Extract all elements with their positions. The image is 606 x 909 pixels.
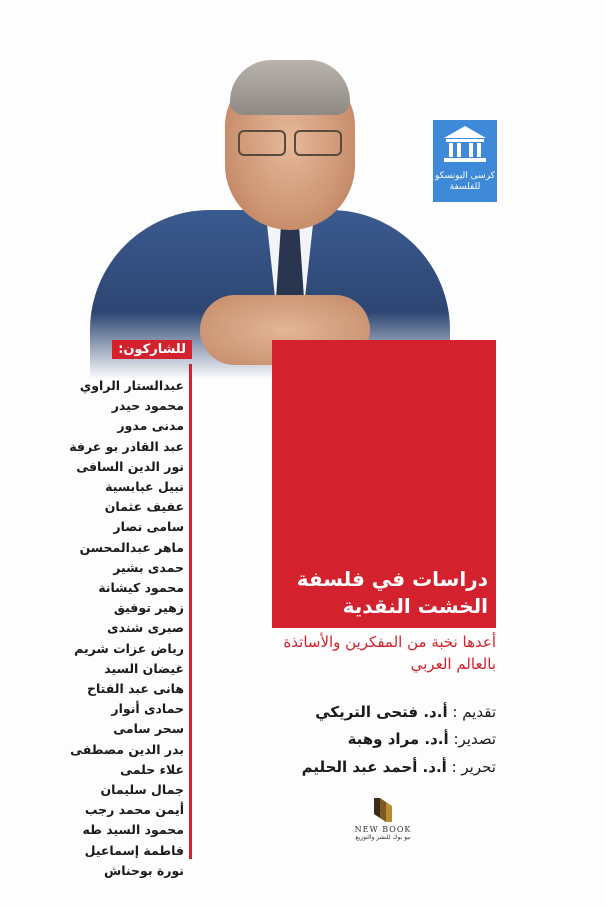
- credit-foreword-role: تصدير:: [453, 730, 496, 748]
- unesco-label-2: للفلسفة: [449, 182, 481, 192]
- title-box: [272, 340, 496, 628]
- participant-name: حمادى أنوار: [111, 701, 184, 717]
- publisher-name: NEW BOOK: [354, 825, 412, 834]
- photo-hair: [230, 60, 350, 115]
- unesco-badge: [433, 120, 497, 202]
- credit-editor-name: أ.د. أحمد عبد الحليم: [301, 758, 447, 776]
- participant-name: سامى نصار: [113, 519, 184, 535]
- unesco-label: كرسى اليونسكو: [435, 171, 495, 181]
- participant-name: نورة بوحناش: [103, 862, 184, 878]
- credit-intro-name: أ.د. فتحى التريكي: [315, 703, 448, 721]
- book-title-line2: الخشت النقدية: [342, 594, 488, 618]
- participants-section: [69, 340, 192, 878]
- book-title-line1: دراسات في فلسفة: [296, 567, 488, 591]
- publisher-logo: [348, 796, 418, 866]
- participant-name: جمال سليمان: [100, 782, 184, 798]
- participant-name: زهير توفيق: [113, 600, 184, 616]
- participant-name: عفيف عثمان: [104, 499, 184, 515]
- participant-name: علاء حلمى: [120, 761, 184, 777]
- participant-name: محمود كيشانة: [98, 580, 184, 596]
- participant-name: رياض عزات شريم: [74, 640, 184, 656]
- credit-intro-role: تقديم :: [452, 703, 496, 721]
- subtitle-line1: أعدها نخبة من المفكرين والأساتذة: [283, 633, 496, 651]
- publisher-subtitle: نيو بوك للنشر والتوزيع: [355, 834, 411, 841]
- participants-divider: [189, 364, 192, 859]
- participants-list: [69, 376, 184, 881]
- participant-name: عبدالستار الراوي: [79, 378, 184, 393]
- participant-name: محمود السيد طه: [82, 822, 184, 838]
- participant-name: صبرى شندى: [107, 620, 184, 636]
- book-logo-icon: [368, 796, 398, 824]
- participant-name: سحر سامى: [113, 721, 184, 737]
- credit-foreword: [348, 730, 496, 748]
- participant-name: نبيل عبابسية: [105, 479, 184, 495]
- participant-name: هانى عبد الفتاح: [86, 681, 184, 697]
- participant-name: مدنى مدور: [117, 418, 184, 434]
- participant-name: أيمن محمد رجب: [84, 802, 184, 818]
- credit-editor-role: تحرير :: [451, 758, 496, 776]
- photo-glasses: [238, 130, 342, 152]
- credit-editor: [302, 758, 496, 776]
- credit-intro: [315, 703, 496, 721]
- participant-name: حمدى بشير: [113, 559, 184, 575]
- subtitle-line2: بالعالم العربي: [410, 655, 496, 673]
- participant-name: نور الدين السافى: [76, 458, 184, 474]
- participant-name: فاطمة إسماعيل: [84, 842, 184, 858]
- unesco-temple-icon: [442, 124, 488, 164]
- participant-name: بدر الدين مصطفى: [70, 741, 184, 757]
- participant-name: ماهر عبدالمحسن: [79, 539, 184, 555]
- credit-foreword-name: أ.د. مراد وهبة: [347, 730, 449, 748]
- participant-name: غيضان السيد: [104, 660, 184, 676]
- participant-name: محمود حيدر: [111, 398, 184, 414]
- participants-header: للشاركون:: [112, 340, 192, 359]
- author-photo: [70, 40, 490, 370]
- participant-name: عبد القادر بو عرفة: [69, 438, 184, 454]
